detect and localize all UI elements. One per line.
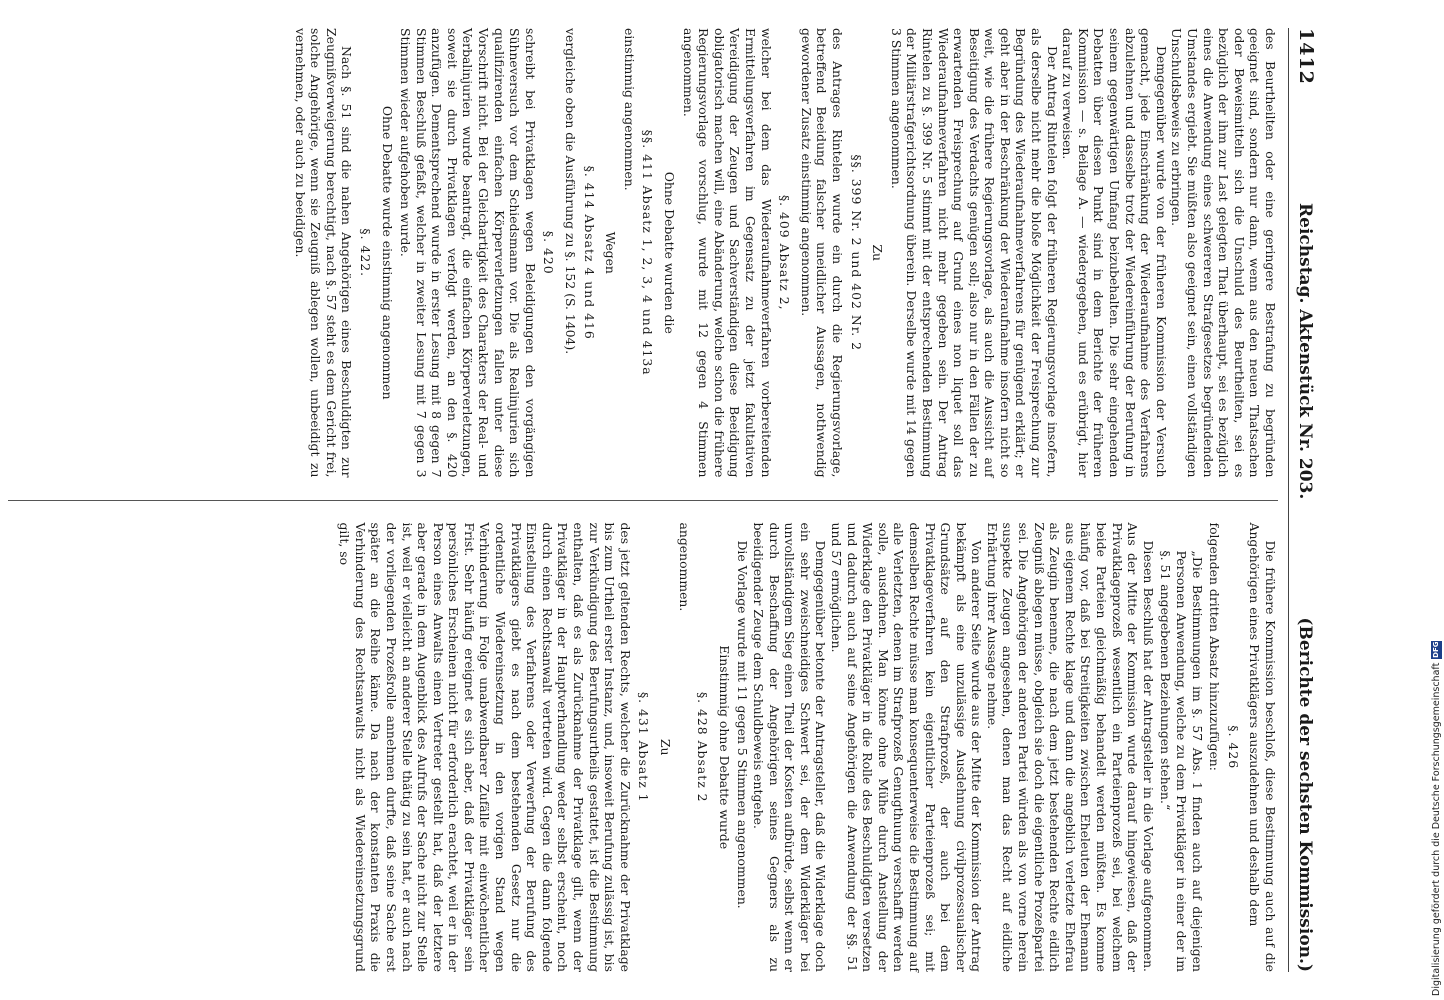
section-heading: §. 420 <box>541 230 557 275</box>
paragraph: des Antrages Rintelen wurde ein durch die Regierungsvorlage, betreffend Beeidung falscher uneidlicher Aussagen, nothwendig gewordener Zusatz einstimmig angenommen. <box>798 28 845 478</box>
paragraph: Die Vorlage wurde mit 11 gegen 5 Stimmen angenommen. <box>735 540 751 909</box>
section-heading: §. 409 Absatz 2, <box>777 194 793 311</box>
section-heading: §. 426 <box>1225 725 1241 770</box>
paragraph: folgenden dritten Absatz hinzuzufügen: <box>1207 522 1223 771</box>
centered-line: Einstimmig ohne Debatte wurde <box>716 645 732 850</box>
column-divider <box>8 500 1278 501</box>
paragraph: welcher bei dem das Wiederaufnahmeverfahren vorbereitenden Ermittelungsverfahren im Gegensatz zu der jetzt fakultativen Vereidigung der Zeugen und Sachverständigen diese Beeidigung obligatorisch machen will, eine Abänderung, welche schon die frühere Regierungsvorlage vorschlug, wurde mit 12 gegen 4 Stimmen angenommen. <box>680 28 774 478</box>
paragraph: Der Antrag Rintelen folgt der früheren Regierungsvorlage insofern, als derselbe nicht mehr die bloße Möglichkeit der Freisprechung zur Begründung des Wiederaufnahmeverfahrens für genügend erklärt; er geht aber in der Beschränkung der Wiederaufnahme insofern nicht so weit, wie die frühere Regierungsvorlage, als auch die Aussicht auf Beseitigung des Verdachts genügen soll; also nur in den Fällen der zu erwartenden Freisprechung auf Grund eines non liquet soll das Wiederaufnahmeverfahren nicht mehr gegeben sein. Der Antrag Rintelen zu §. 399 Nr. 5 stimmt mit der entsprechenden Bestimmung der Militärstrafgerichtsordnung überein. Derselbe wurde mit 14 gegen 3 Stimmen angenommen. <box>888 28 1060 478</box>
paragraph: Von anderer Seite wurde aus der Mitte der Kommission der Antrag bekämpft als eine unzulässige Ausdehnung civilprozessualischer Grundsätze auf den Strafprozeß, der auch bei dem Privatklageverfahren kein eigentlicher Parteienprozeß sei; mit demselben Rechte müsse man konsequenterweise die Bestimmung auf alle Verletzten, denen im Strafprozeß Genugthuung verschafft werden solle, ausdehnen. Man könne ohne Mühe durch Anstellung der Widerklage den Privatkläger in die Rolle des Beschuldigten versetzen und dadurch auch auf seine Angehörigen die Anwendung der §§. 51 und 57 ermöglichen. <box>828 522 985 972</box>
centered-line: Zu <box>658 738 674 756</box>
paragraph: Demgegenüber betonte der Antragsteller, daß die Widerklage doch ein sehr zweischneidiges Schwert sei, der dem Widerkläger bei unvollständigem Sieg einen Theil der Kosten aufbürde, selbst wenn er durch Beschaffung der Angehörigen seines Gegners als zu beeidigender Zeuge dem Schuldbeweis entgehe. <box>751 522 829 972</box>
section-heading: §. 431 Absatz 1 <box>636 691 652 803</box>
paragraph: einstimmig angenommen. <box>621 28 637 191</box>
running-subtitle: (Berichte der sechsten Kommission.) <box>1295 617 1315 972</box>
quoted-paragraph: „Die Bestimmungen im §. 57 Abs. 1 finden auch auf diejenigen Personen Anwendung, welche zu dem Privatkläger in einer der im §. 51 angegebenen Beziehungen stehen.“ <box>1158 550 1205 972</box>
digitization-credit <box>1412 0 1442 1000</box>
dfg-logo-icon: DFG <box>1431 641 1440 658</box>
paragraph: vergleiche oben die Ausführung zu §. 152 (S. 1404). <box>563 28 579 355</box>
paragraph: angenommen. <box>676 522 692 612</box>
paragraph: Diesen Beschluß hat der Antragsteller in die Vorlage aufgenommen. Aus der Mitte der Kommission wurde darauf hingewiesen, daß der Privatklageprozeß wesentlich ein Parteienprozeß sei, bei welchem beide Parteien gleichmäßig behandelt werden müßten. Es komme häufig vor, daß bei Streitigkeiten zwischen Eheleuten der Ehemann aus eigenem Rechte klage und dann die angeblich verletzte Ehefrau als Zeugin benenne, die nach dem jetzt bestehenden Rechte eidlich Zeugniß ablegen müsse, obgleich sie doch die eigentliche Prozeßpartei sei. Die Angehörigen der anderen Partei würden als von vorne herein suspekte Zeugen angesehen, denen man das Recht auf eidliche Erhärtung ihrer Aussage nehme. <box>984 522 1156 972</box>
section-heading: §. 422. <box>357 228 373 278</box>
section-heading: §. 414 Absatz 4 und 416 <box>581 165 597 340</box>
centered-line: Ohne Debatte wurden die <box>662 171 678 334</box>
section-heading: §§. 411 Absatz 1, 2, 3, 4 und 413a <box>640 129 656 376</box>
centered-line: Wegen <box>603 231 619 274</box>
paragraph: Demgegenüber wurde von der früheren Kommission der Versuch gemacht, jede Einschränkung der Wiederaufnahme des Verfahrens abzulehnen und dasselbe trotz der Wiedereinführung der Berufung in seinem gegenwärtigen Umfang beizubehalten. Die sehr eingehenden Debatten über diesen Punkt sind in dem Berichte der früheren Kommission — s. Beilage A. — wiedergegeben, und es erübrigt, hier darauf zu verweisen. <box>1060 28 1169 478</box>
page-header <box>1288 28 1317 972</box>
centered-line: Zu <box>870 244 886 262</box>
paragraph: Nach §. 51 sind die nahen Angehörigen eines Beschuldigten zur Zeugnißverweigerung berechtigt, nach §. 57 steht es dem Gericht frei, solche Angehörige, wenn sie Zeugniß ablegen wollen, unbeeidigt zu vernehmen, oder auch zu beeidigen. <box>292 28 355 478</box>
credit-text: Digitalisierung gefördert durch die Deutsche Forschungsgemeinschaft <box>1430 662 1442 996</box>
centered-line: Ohne Debatte wurde einstimmig angenommen <box>379 105 395 400</box>
section-heading: §§. 399 Nr. 2 und 402 Nr. 2 <box>848 154 864 352</box>
text-columns <box>8 28 1278 972</box>
section-heading: §. 428 Absatz 2 <box>695 691 711 803</box>
left-column <box>8 28 1278 478</box>
page-number: 1412 <box>1295 28 1317 85</box>
running-title: Reichstag. Aktenstück Nr. 203. <box>1295 203 1315 500</box>
right-column <box>8 523 1278 973</box>
paragraph: des Beurtheilten oder eine geringere Bestrafung zu begründen geeignet sind, sondern nur dann, wenn aus den neuen Thatsachen oder Beweismitteln sich die Unschuld des Beurtheilten, sei es bezüglich der ihm zur Last gelegten That überhaupt, sei es bezüglich eines die Anwendung eines schwereren Strafgesetzes begründenden Umstandes ergiebt. Sie müßten also geeignet sein, einen vollständigen Unschuldsbeweis zu erbringen. <box>1169 28 1278 478</box>
paragraph: des jetzt geltenden Rechts, welcher die Zurücknahme der Privatklage bis zum Urtheil erster Instanz, und, insoweit Berufung zulässig ist, bis zur Verkündigung des Berufungsurtheils gestattet, ist die Bestimmung enthalten, daß es als Zurücknahme der Privatklage gilt, wenn der Privatkläger in der Hauptverhandlung weder selbst erscheint, noch durch einen Rechtsanwalt vertreten wird. Gegen die dann folgende Einstellung des Verfahrens oder Verwerfung der Berufung des Privatklägers giebt es nach dem bestehenden Gesetz nur die ordentliche Wiedereinsetzung in den vorigen Stand wegen Verhinderung in Folge unabwendbarer Zufälle mit einwöchentlicher Frist. Sehr häufig ereignet es sich aber, daß der Privatkläger sein persönliches Erscheinen nicht für erforderlich erachtet, weil er in der Person eines Anwalts einen Vertreter gestellt hat, daß der letztere aber gerade in dem Augenblick des Aufrufs der Sache nicht zur Stelle ist, weil er vielleicht an anderer Stelle thätig zu sein hat, er auch nach der vorliegenden Prozeßrolle annehmen durfte, daß seine Sache erst später an die Reihe käme. Da nach der konstanten Praxis die Verhinderung des Rechtsanwalts nicht als Wiedereinsetzungsgrund gilt, so <box>337 522 633 972</box>
paragraph: schreibt bei Privatklagen wegen Beleidigungen den vorgängigen Sühneversuch vor dem Schiedsmann vor. Die als Realinjurien sich qualifizirenden einfachen Körperverletzungen fallen unter diese Vorschrift nicht. Bei der Gleichartigkeit des Charakters der Real- und Verbalinjurien wurde beantragt, die einfachen Körperverletzungen, soweit sie durch Privatklagen verfolgt werden, an den §. 420 anzufügen. Dementsprechend wurde in erster Lesung mit 8 gegen 7 Stimmen Beschluß gefaßt, welcher in zweiter Lesung mit 7 gegen 3 Stimmen wieder aufgehoben wurde. <box>398 28 538 478</box>
paragraph: Die frühere Kommission beschloß, diese Bestimmung auch auf die Angehörigen eines Privatklägers auszudehnen und deshalb dem <box>1247 522 1278 972</box>
